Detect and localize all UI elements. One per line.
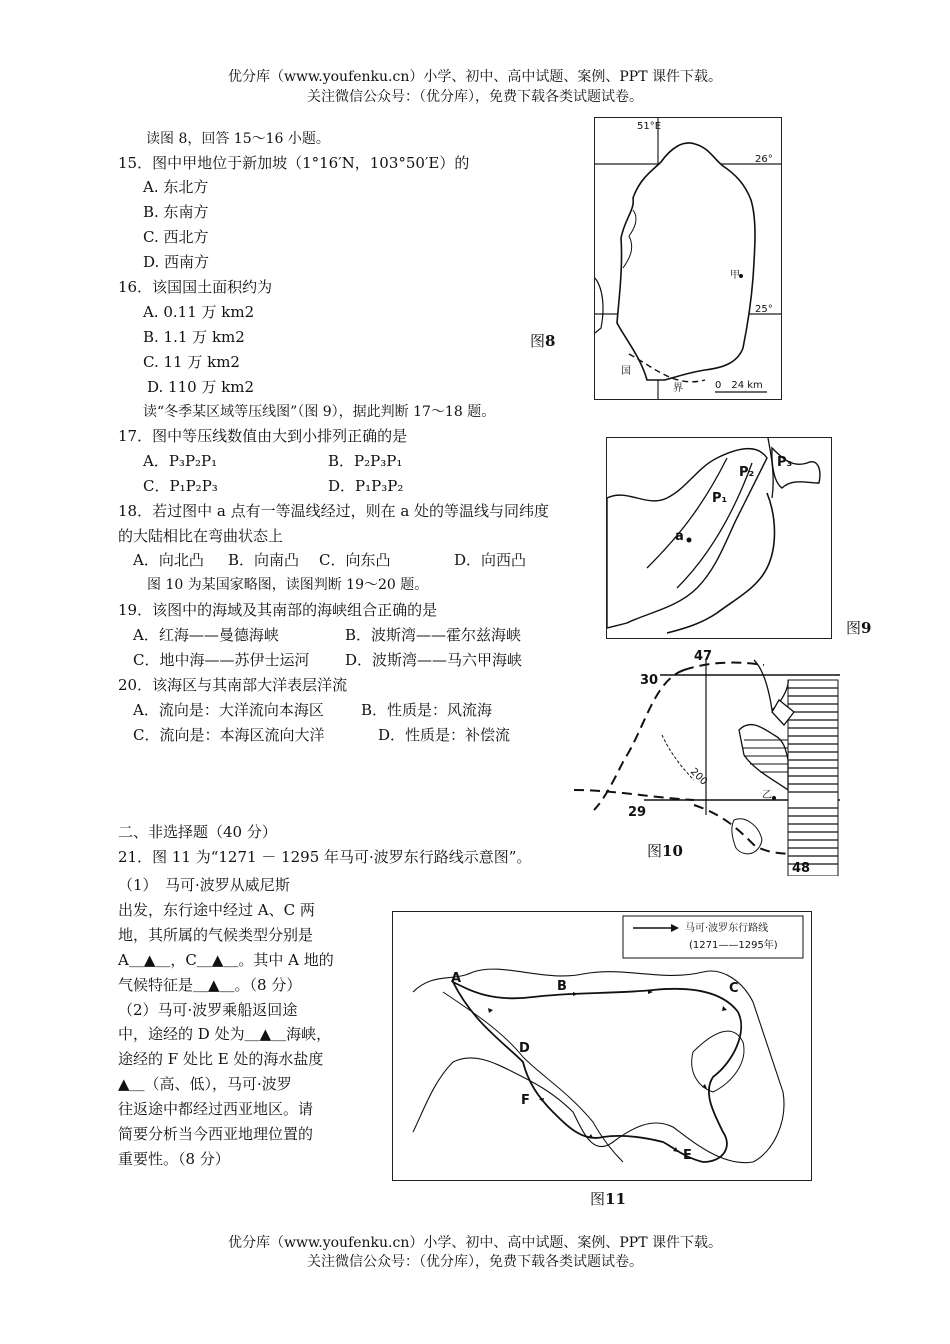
fig10-lon-right-label: 48	[792, 861, 811, 876]
fig10-contour-label: 200	[687, 766, 710, 788]
fig11-label-f: F	[521, 1093, 530, 1108]
fig11-caption	[590, 1188, 626, 1209]
fig9-p2-label: P₂	[739, 465, 755, 480]
section-2-title: 二、非选择题（40 分）	[118, 823, 277, 841]
fig9-map	[606, 437, 832, 639]
fig10-lat-top-label: 30	[640, 673, 659, 688]
fig9-caption	[846, 617, 871, 638]
q18-option-d: D．向西凸	[454, 551, 527, 569]
q16-option-b: B. 1.1 万 km2	[143, 328, 245, 346]
q21-stem: 21．图 11 为“1271 － 1295 年马可·波罗东行路线示意图”。	[118, 848, 532, 866]
header-line-1: 优分库（www.youfenku.cn）小学、初中、高中试题、案例、PPT 课件下载。	[227, 69, 722, 85]
q17-option-d: D．P₁P₃P₂	[328, 477, 404, 495]
q21-part1-line1: （1） 马可·波罗从威尼斯	[118, 876, 290, 894]
q21-part2-line3: 途经的 F 处比 E 处的海水盐度	[118, 1050, 324, 1068]
fig9-caption-prefix: 图	[846, 619, 862, 637]
fig10-caption-prefix: 图	[647, 842, 663, 860]
intro-fig8: 读图 8，回答 15～16 小题。	[146, 131, 330, 147]
fig8-lat-bottom-label: 25°	[755, 304, 773, 315]
fig8-border-label-1: 国	[621, 366, 631, 377]
q21-part1-line3: 地，其所属的气候类型分别是	[118, 926, 314, 944]
fig11-label-e: E	[683, 1148, 692, 1163]
q19-stem: 19．该图中的海域及其南部的海峡组合正确的是	[118, 601, 438, 619]
q17-stem: 17．图中等压线数值由大到小排列正确的是	[118, 427, 408, 445]
q18-stem-2: 的大陆相比在弯曲状态上	[118, 527, 284, 545]
fig9-caption-num: 9	[861, 619, 872, 637]
intro-fig10: 图 10 为某国家略图，读图判断 19～20 题。	[147, 577, 429, 593]
q21-part2-line7: 重要性。（8 分）	[118, 1150, 230, 1168]
q16-option-a: A. 0.11 万 km2	[143, 303, 255, 321]
q15-option-b: B. 东南方	[143, 203, 209, 221]
q17-option-c: C．P₁P₂P₃	[143, 477, 218, 495]
q21-part1-line5: 气候特征是＿▲＿。（8 分）	[118, 976, 302, 994]
fig8-caption	[530, 330, 555, 351]
fig11-label-c: C	[729, 981, 739, 996]
q21-part2-line4: ▲＿（高、低），马可·波罗	[118, 1075, 292, 1093]
q20-option-c: C．流向是：本海区流向大洋	[133, 726, 325, 744]
fig11-label-d: D	[519, 1041, 530, 1056]
q21-part2-line1: （2）马可·波罗乘船返回途	[118, 1001, 298, 1019]
q18-option-a: A．向北凸	[133, 551, 204, 569]
fig8-place-label: 甲	[730, 270, 740, 281]
fig10-lon-left-label: 47	[694, 649, 713, 664]
fig11-legend-label: 马可·波罗东行路线	[685, 923, 769, 934]
fig9-p3-label: P₃	[777, 455, 793, 470]
q15-stem: 15．图中甲地位于新加坡（1°16′N，103°50′E）的	[118, 154, 470, 172]
q15-option-a: A. 东北方	[143, 178, 209, 196]
fig10-lat-bottom-label: 29	[628, 805, 647, 820]
q16-stem: 16．该国国土面积约为	[118, 278, 273, 296]
q18-stem-1: 18．若过图中 a 点有一等温线经过，则在 a 处的等温线与同纬度	[118, 502, 550, 520]
intro-fig9: 读“冬季某区域等压线图”（图 9），据此判断 17～18 题。	[143, 404, 496, 420]
fig11-label-a: A	[451, 971, 462, 986]
fig10-caption-num: 10	[662, 842, 683, 860]
q19-option-b: B．波斯湾——霍尔兹海峡	[345, 626, 522, 644]
fig11-label-b: B	[557, 979, 567, 994]
fig8-caption-num: 8	[545, 332, 556, 350]
fig10-map	[574, 640, 840, 876]
q20-option-d: D．性质是：补偿流	[378, 726, 511, 744]
footer-line-1: 优分库（www.youfenku.cn）小学、初中、高中试题、案例、PPT 课件下载。	[227, 1235, 722, 1251]
q21-part1-line2: 出发，东行途中经过 A、C 两	[118, 901, 315, 919]
q18-option-c: C．向东凸	[319, 551, 391, 569]
q16-option-c: C. 11 万 km2	[143, 353, 240, 371]
q17-option-b: B．P₂P₃P₁	[328, 452, 403, 470]
fig10-place-label: 乙	[762, 790, 772, 801]
q20-stem: 20．该海区与其南部大洋表层洋流	[118, 676, 348, 694]
q19-option-d: D．波斯湾——马六甲海峡	[345, 651, 523, 669]
q21-part2-line5: 往返途中都经过西亚地区。请	[118, 1100, 314, 1118]
fig8-caption-prefix: 图	[530, 332, 546, 350]
fig10-caption	[647, 840, 683, 861]
footer-line-2: 关注微信公众号：（优分库），免费下载各类试题试卷。	[307, 1254, 643, 1270]
q16-option-d: D. 110 万 km2	[147, 378, 255, 396]
q19-option-c: C．地中海——苏伊士运河	[133, 651, 310, 669]
q21-part2-line6: 简要分析当今西亚地理位置的	[118, 1125, 314, 1143]
fig11-map	[392, 911, 812, 1181]
q17-option-a: A．P₃P₂P₁	[143, 452, 218, 470]
q15-option-d: D. 西南方	[143, 253, 210, 271]
fig11-legend-years: (1271——1295年)	[689, 940, 778, 951]
q19-option-a: A．红海——曼德海峡	[133, 626, 279, 644]
q21-part2-line2: 中，途经的 D 处为＿▲＿海峡，	[118, 1025, 332, 1043]
fig9-point-a: a	[675, 529, 684, 544]
header-line-2: 关注微信公众号：（优分库），免费下载各类试题试卷。	[307, 89, 643, 105]
fig8-map	[594, 117, 782, 400]
fig11-caption-num: 11	[605, 1190, 626, 1208]
q21-part1-line4: A＿▲＿，C＿▲＿。其中 A 地的	[118, 951, 334, 969]
q15-option-c: C. 西北方	[143, 228, 209, 246]
q18-option-b: B．向南凸	[228, 551, 300, 569]
fig8-scale-label: 0 24 km	[715, 380, 763, 391]
fig11-caption-prefix: 图	[590, 1190, 606, 1208]
fig8-lat-top-label: 26°	[755, 154, 773, 165]
fig9-p1-label: P₁	[712, 491, 728, 506]
fig8-lon-label: 51°E	[637, 121, 662, 132]
q20-option-a: A．流向是：大洋流向本海区	[133, 701, 324, 719]
fig8-border-label-2: 界	[673, 383, 683, 394]
q20-option-b: B．性质是：风流海	[361, 701, 493, 719]
